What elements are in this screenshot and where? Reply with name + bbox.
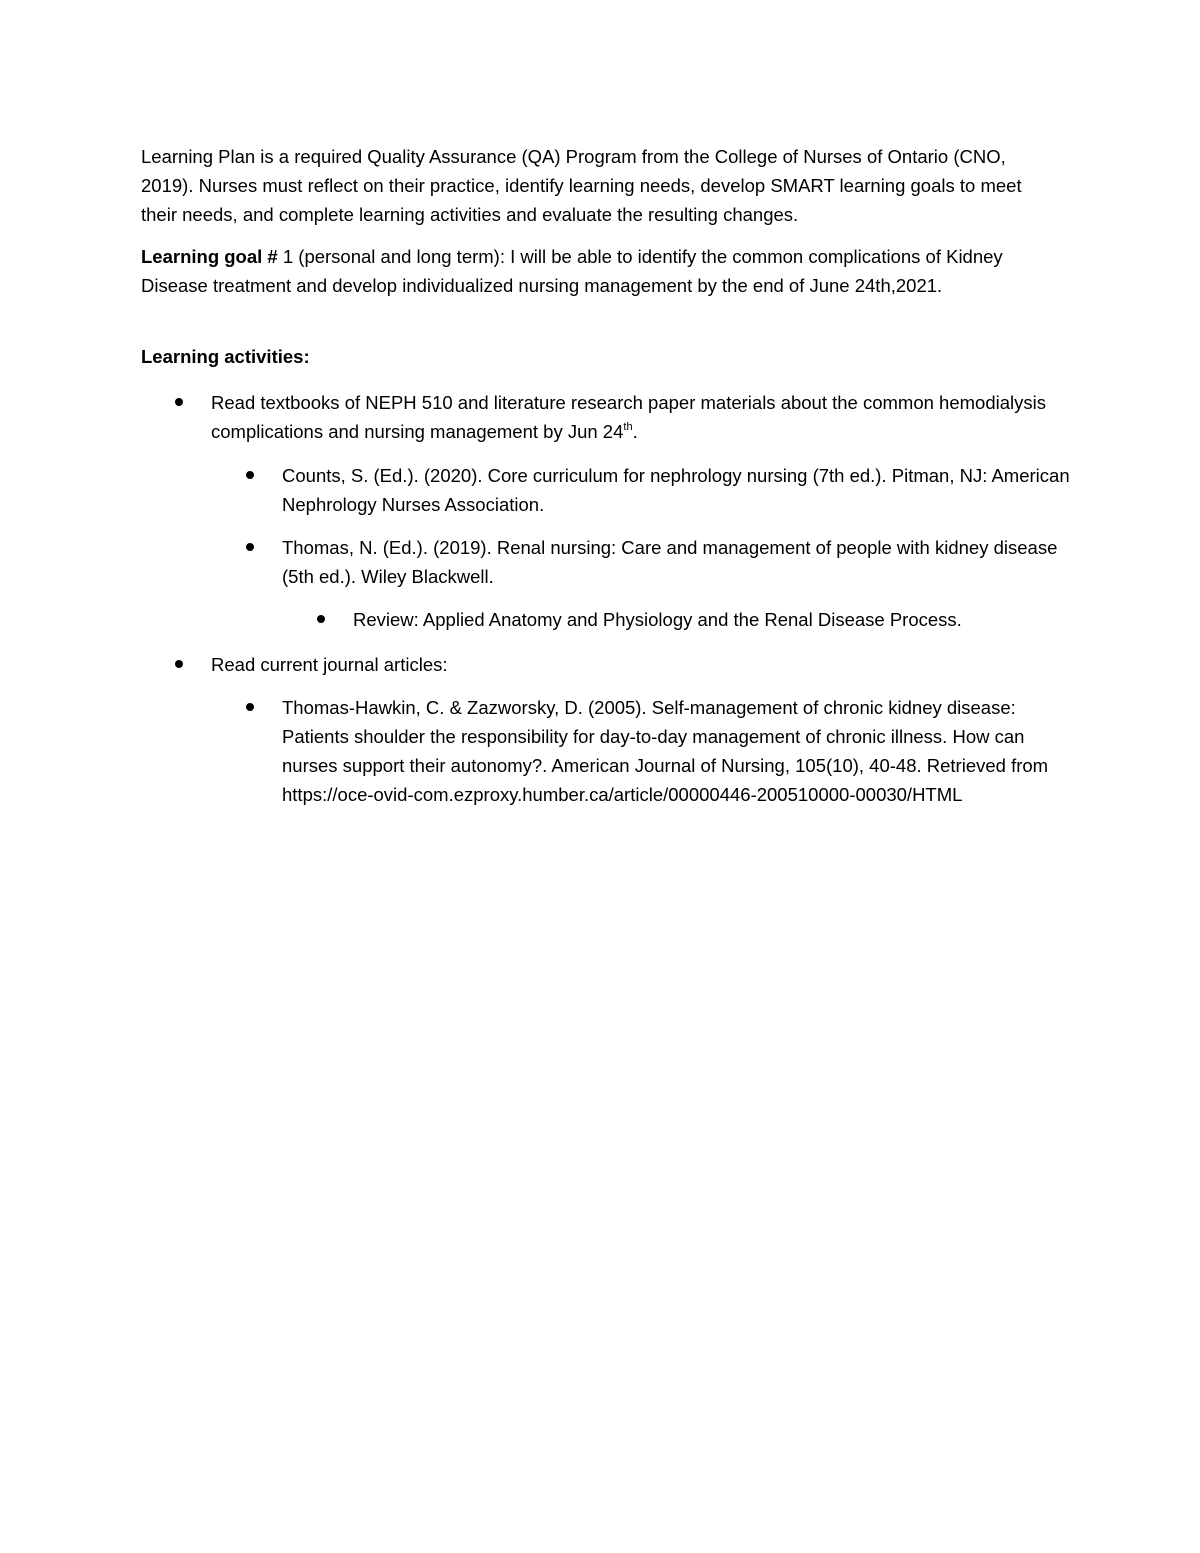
- list-item-reference-thomas-hawkin: [282, 693, 1072, 809]
- reference-text: Thomas-Hawkin, C. & Zazworsky, D. (2005). Self-management of chronic kidney disease: Patients shoulder the responsibility for day-to-day management of chronic illness. How can nurses support their autonomy?. American Journal of Nursing, 105(10), 40-48. Retrieved from https://oce-ovid-com.ezproxy.humber.ca/article/00000446-200510000-00030/HTML: [282, 697, 1049, 805]
- list-item-textbooks: [211, 388, 1051, 446]
- bullet-icon: [175, 660, 183, 668]
- list-item-review: [353, 605, 1073, 634]
- learning-goal-text: 1 (personal and long term): I will be able to identify the common complications of Kidney Disease treatment and develop individualized nursing management by the end of June 24th,2021.: [141, 246, 1003, 296]
- reference-text: Thomas, N. (Ed.). (2019). Renal nursing: Care and management of people with kidney disease (5th ed.). Wiley Blackwell.: [282, 537, 1058, 587]
- list-item-tail: .: [632, 421, 638, 442]
- reference-text: Counts, S. (Ed.). (2020). Core curriculum for nephrology nursing (7th ed.). Pitman, NJ: American Nephrology Nurses Association.: [282, 465, 1070, 515]
- bullet-icon: [246, 543, 254, 551]
- list-item-reference-thomas: [282, 533, 1072, 591]
- list-item-text: Read textbooks of NEPH 510 and literature research paper materials about the common hemodialysis complications and nursing management by Jun 24: [211, 392, 1046, 442]
- learning-goal-label: Learning goal #: [141, 246, 278, 267]
- superscript-th: th: [623, 420, 633, 433]
- list-item-journal-articles: [211, 650, 1051, 679]
- learning-goal-paragraph: [141, 242, 1061, 300]
- bullet-icon: [317, 615, 325, 623]
- intro-paragraph: Learning Plan is a required Quality Assurance (QA) Program from the College of Nurses of Ontario (CNO, 2019). Nurses must reflect on their practice, identify learning needs, develop SMART learning goals to meet their needs, and complete learning activities and evaluate the resulting changes.: [141, 146, 1022, 225]
- learning-activities-heading: Learning activities:: [141, 346, 310, 367]
- list-item-reference-counts: [282, 461, 1072, 519]
- review-text: Review: Applied Anatomy and Physiology and the Renal Disease Process.: [353, 609, 962, 630]
- list-item-text: Read current journal articles:: [211, 654, 448, 675]
- bullet-icon: [246, 471, 254, 479]
- bullet-icon: [246, 703, 254, 711]
- bullet-icon: [175, 398, 183, 406]
